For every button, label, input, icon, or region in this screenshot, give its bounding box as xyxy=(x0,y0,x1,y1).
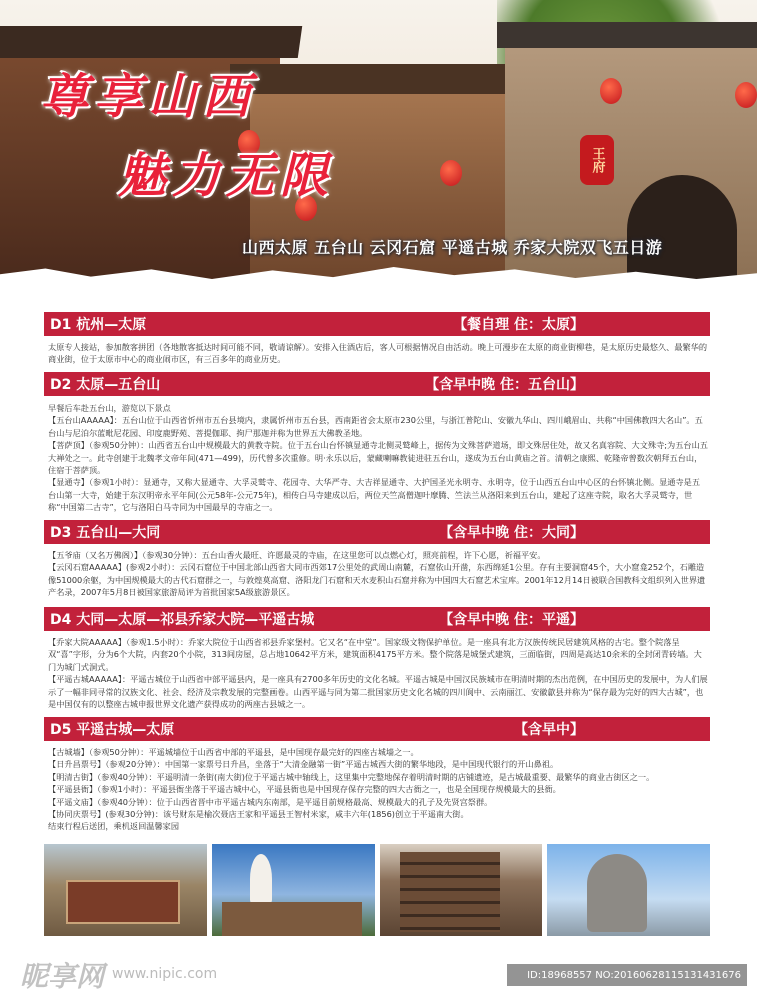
day-text: 【五爷庙（又名万佛阁）】（参观30分钟）：五台山香火最旺、许愿最灵的寺庙，在这里您可以点燃心灯，照亮前程，许下心愿，祈福平安。 xyxy=(48,550,546,560)
day-text: 【云冈石窟AAAAA】(参观2小时）：云冈石窟位于中国北部山西省大同市西郊17公里处的武周山南麓，石窟依山开凿，东西绵延1公里。存有主要洞窟45个，大小窟龛252个，石雕造像51000余躯，为中国规模最大的古代石窟群之一，与敦煌莫高窟、洛阳龙门石窟和天水麦积山石窟并称为中国四大石窟艺术宝库。2001年12月14日被联合国教科文组织列入世界遗产名录，2007年5月8日被国家旅游局评为首批国家5A级旅游景区。 xyxy=(48,562,706,598)
day-text: 【平遥县衙】（参观1小时）：平遥县衙坐落于平遥古城中心，平遥县衙也是中国现存保存完整的四大古衙之一，也是全国现存规模最大的县衙。 xyxy=(48,784,561,795)
day-title: D2 太原—五台山 xyxy=(50,377,161,393)
day-text: 【平遥古城AAAAA】：平遥古城位于山西省中部平遥县内，是一座具有2700多年历史的文化名城。平遥古城是中国汉民族城市在明清时期的杰出范例，在中国历史的发展中，为人们展示了一幅非同寻常的汉族文化、社会、经济及宗教发展的完整画卷。山西平遥与同为第二批国家历史文化名城的四川阆中、云南丽江、安徽歙县并称为“保存最为完好的四大古城”，也是中国仅有的以整座古城申报世界文化遗产获得成功的两座古县城之一。 xyxy=(48,674,708,710)
day-header-d4 xyxy=(44,607,710,631)
day-header-d5 xyxy=(44,717,710,741)
watermark-site: www.nipic.com xyxy=(112,966,218,982)
photo-wutaishan xyxy=(212,844,375,936)
title-line-2: 魅力无限 xyxy=(118,148,335,204)
day-text: 【显通寺】（参观1小时）：显通寺，又称大显通寺、大孚灵鹫寺、花园寺、大华严寺、大吉祥显通寺、大护国圣光永明寺、永明寺，位于山西五台山中心区的台怀镇北侧。显通寺是五台山第一大寺，始建于东汉明帝永平年间(公元58年-公元75年)，相传白马寺建成以后，两位天竺高僧迦叶摩腾、竺法兰从洛阳来到五台山，建起了这座寺院，取名大孚灵鹫寺，世称“中国第二古寺”，它与洛阳白马寺同为中国最早的寺庙之一。 xyxy=(48,477,701,513)
day-body-d5 xyxy=(48,746,708,833)
day-body-d3 xyxy=(48,549,708,599)
day-text: 【乔家大院AAAAA】（参观1.5小时）：乔家大院位于山西省祁县乔家堡村。它又名“在中堂”。国家级文物保护单位。是一座具有北方汉族传统民居建筑风格的古宅。整个院落呈双“喜”字形，分为6个大院，内套20个小院，313间房屋，总占地10642平方米，建筑面积4175平方米。整个院落是城堡式建筑，三面临街，四周是高达10余米的全封闭青砖墙。大门为城门式洞式。 xyxy=(48,637,702,672)
day-text: 【菩萨顶】（参观50分钟）：山西省五台山中规模最大的黄教寺院。位于五台山台怀镇显通寺北侧灵鹫峰上，据传为文殊菩萨道场，即文殊居住处，故又名真容院、大文殊寺;为五台山五大禅处之一。此寺创建于北魏孝文帝年间(471—499)，历代曾多次重修。明·永乐以后，蒙藏喇嘛教徒进驻五台山，遂成为五台山黄庙之首。清朝之康熙、乾隆帝曾数次朝拜五台山，住宿于菩萨顶。 xyxy=(48,440,708,476)
day-header-d1 xyxy=(44,312,710,336)
photo-yungang xyxy=(547,844,710,936)
day-title: D3 五台山—大同 xyxy=(50,525,161,541)
day-meal-info: 【含早中】 xyxy=(514,722,584,738)
day-body-d2 xyxy=(48,402,708,514)
day-text: 【协同庆票号】(参观30分钟)：该号财东是榆次聂店王家和平遥县王智村米家，咸丰六年(1856)创立于平遥南大街。 xyxy=(48,809,469,820)
day-text: 【平遥文庙】（参观40分钟）：位于山西省晋中市平遥古城内东南部，是平遥目前规格最高、规模最大的孔子及先贤宫祭群。 xyxy=(48,796,493,807)
day-text: 太原专人接站，参加散客拼团（各地散客抵达时间可能不同，敬请谅解）。安排入住酒店后，客人可根据情况自由活动。晚上可漫步在太原的商业街柳巷，是太原历史最悠久、最繁华的商业街，位于太原市中心的商业闹市区，有三百多年的商业历史。 xyxy=(48,342,708,365)
day-title: D1 杭州—太原 xyxy=(50,317,147,333)
day-title: D4 大同—太原—祁县乔家大院—平遥古城 xyxy=(50,612,315,628)
day-header-d3 xyxy=(44,520,710,544)
day-body-d4 xyxy=(48,636,708,710)
image-id-bar: ID:18968557 NO:20160628115131431676 xyxy=(507,964,747,986)
day-text: 【日升昌票号】（参观20分钟）：中国第一家票号日升昌，坐落于“大清金融第一街”平遥古城西大街的繁华地段，是中国现代银行的开山鼻祖。 xyxy=(48,759,559,770)
tour-subtitle: 山西太原 五台山 云冈石窟 平遥古城 乔家大院双飞五日游 xyxy=(242,238,663,257)
red-lantern-icon xyxy=(600,78,622,104)
red-lantern-icon xyxy=(440,160,462,186)
title-line-1: 尊享山西 xyxy=(40,69,257,125)
day-body-d1 xyxy=(48,341,708,366)
watermark-brand: 昵享网 xyxy=(20,960,105,993)
photo-pingyao xyxy=(44,844,207,936)
day-text: 【明清古街】（参观40分钟）：平遥明清一条街(南大街)位于平遥古城中轴线上，这里集中完整地保存着明清时期的店铺遗迹，是古城最重要、最繁华的商业古街区之一。 xyxy=(48,771,655,782)
day-meal-info: 【含早中晚 住：五台山】 xyxy=(425,377,584,393)
hero-banner xyxy=(0,0,757,300)
day-text: 【古城墙】（参观50分钟）：平遥城墙位于山西省中部的平遥县，是中国现存最完好的四座古城墙之一。 xyxy=(48,747,419,757)
red-lantern-icon xyxy=(735,82,757,108)
day-title: D5 平遥古城—太原 xyxy=(50,722,175,738)
day-text: 【五台山AAAAA】：五台山位于山西省忻州市五台县境内，隶属忻州市五台县，西南距省会太原市230公里，与浙江普陀山、安徽九华山、四川峨眉山、共称“中国佛教四大名山”。五台山与尼泊尔蓝毗尼花园、印度鹿野苑、菩提伽耶、拘尸那迦并称为世界五大佛教圣地。 xyxy=(48,415,703,438)
day-text: 结束行程后送团，乘机返回温馨家园 xyxy=(48,821,180,832)
photo-hanging-temple xyxy=(380,844,543,936)
photo-strip xyxy=(44,844,710,936)
day-meal-info: 【含早中晚 住：平遥】 xyxy=(439,612,584,628)
day-header-d2 xyxy=(44,372,710,396)
day-meal-info: 【餐自理 住：太原】 xyxy=(453,317,584,333)
day-meal-info: 【含早中晚 住：大同】 xyxy=(439,525,584,541)
day-text: 早餐后车赴五台山，游览以下景点 xyxy=(48,403,171,413)
wangfu-sign: 王府 xyxy=(580,135,614,185)
